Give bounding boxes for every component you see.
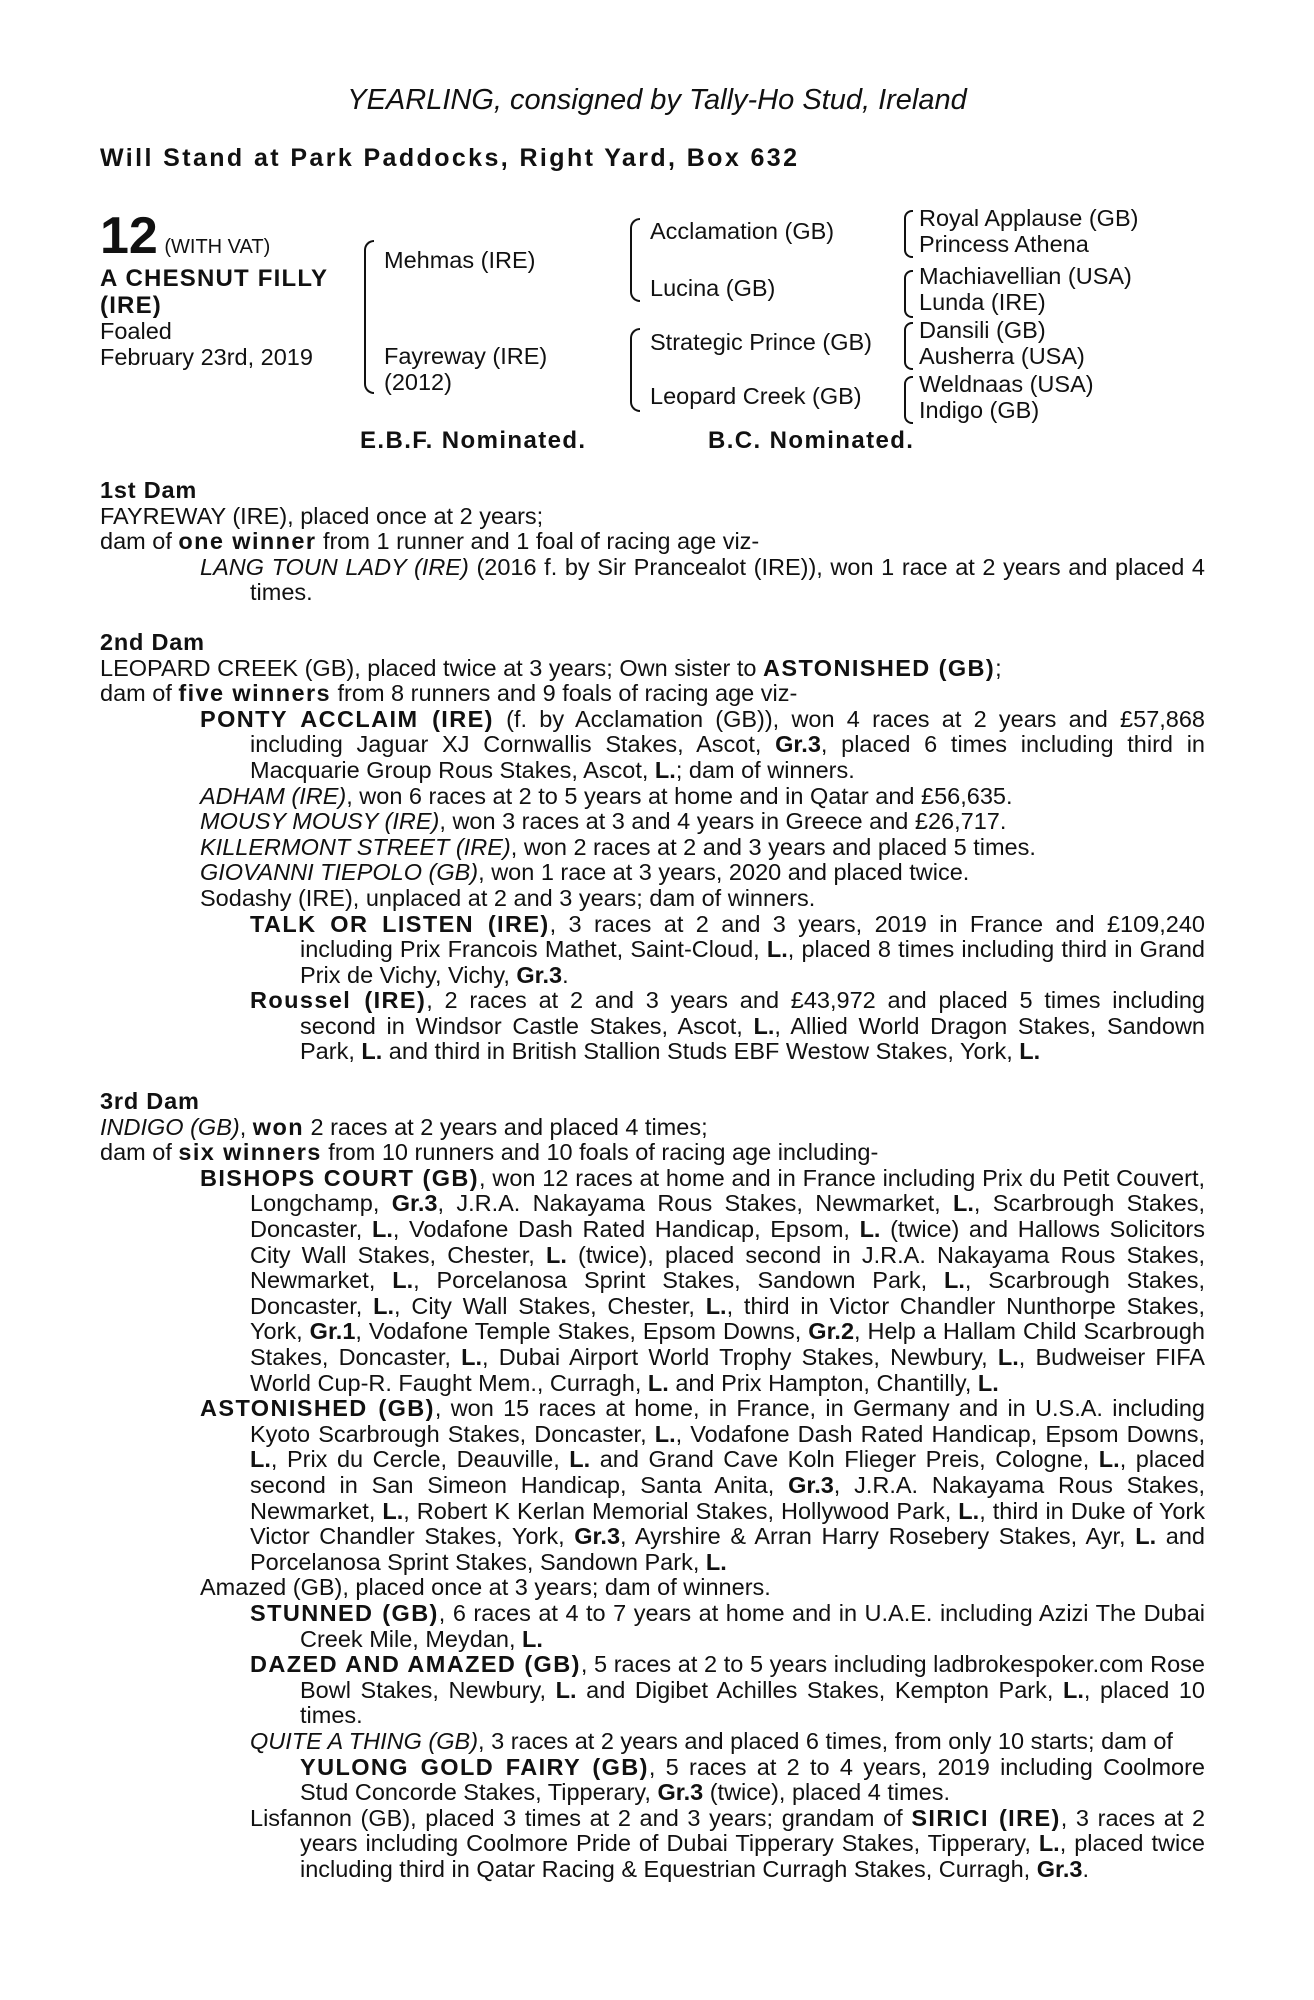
- ebf-nominated: E.B.F. Nominated.: [360, 427, 587, 454]
- grand-4: Lunda (IRE): [919, 289, 1046, 315]
- first-dam-produce: dam of one winner from 1 runner and 1 foal of racing age viz-: [100, 528, 760, 555]
- produce-entry: LANG TOUN LADY (IRE) (2016 f. by Sir Prancealot (IRE)), won 1 race at 2 years and placed 4 times.: [200, 553, 1205, 606]
- grand-2: Princess Athena: [919, 231, 1089, 257]
- second-dam-produce: dam of five winners from 8 runners and 9 foals of racing age viz-: [100, 680, 798, 707]
- sire-dam-brace: [364, 240, 374, 394]
- third-dam-produce: dam of six winners from 10 runners and 10 foals of racing age including-: [100, 1139, 879, 1166]
- dam-line-brace: [630, 328, 640, 412]
- grand-7: Weldnaas (USA): [919, 371, 1094, 397]
- grand-1: Royal Applause (GB): [919, 205, 1139, 231]
- second-dam-heading: 2nd Dam: [100, 628, 205, 655]
- g-brace-4: [904, 376, 913, 424]
- produce-entry: PONTY ACCLAIM (IRE) (f. by Acclamation (GB)), won 4 races at 2 years and £57,868 including Jaguar XJ Cornwallis Stakes, Ascot, Gr.3, placed 6 times including third in Macquarie Group Rous Stakes, Ascot, L.; dam of winners.: [200, 705, 1206, 783]
- lot-description-country: (IRE): [100, 292, 162, 319]
- produce-entry: ASTONISHED (GB), won 15 races at home, in France, in Germany and in U.S.A. including Kyoto Scarbrough Stakes, Doncaster, L., Vodafone Dash Rated Handicap, Epsom Downs, L., Prix du Cercle, Deauville, L. and Grand Cave Koln Flieger Preis, Cologne, L., placed second in San Simeon Handicap, Santa Anita, Gr.3, J.R.A. Nakayama Rous Stakes, Newmarket, L., Robert K Kerlan Memorial Stakes, Hollywood Park, L., third in Duke of York Victor Chandler Stakes, York, Gr.3, Ayrshire & Arran Harry Rosebery Stakes, Ayr, L. and Porcelanosa Sprint Stakes, Sandown Park, L.: [200, 1395, 1206, 1575]
- dam-year: (2012): [384, 369, 452, 395]
- vat-label: (WITH VAT): [164, 236, 271, 258]
- sire-sire: Acclamation (GB): [650, 218, 835, 244]
- lot-number-row: [100, 207, 370, 265]
- grand-3: Machiavellian (USA): [919, 263, 1132, 289]
- produce-entry: YULONG GOLD FAIRY (GB), 5 races at 2 to 4 years, 2019 including Coolmore Stud Concorde Stakes, Tipperary, Gr.3 (twice), placed 4 times.: [300, 1753, 1205, 1806]
- lot-description: A CHESNUT FILLY: [100, 265, 329, 292]
- produce-entry: BISHOPS COURT (GB), won 12 races at home and in France including Prix du Petit Couvert, Longchamp, Gr.3, J.R.A. Nakayama Rous Stakes, Newmarket, L., Scarbrough Stakes, Doncaster, L., Vodafone Dash Rated Handicap, Epsom, L. (twice) and Hallows Solicitors City Wall Stakes, Chester, L. (twice), placed second in J.R.A. Nakayama Rous Stakes, Newmarket, L., Porcelanosa Sprint Stakes, Sandown Park, L., Scarbrough Stakes, Doncaster, L., City Wall Stakes, Chester, L., third in Victor Chandler Nunthorpe Stakes, York, Gr.1, Vodafone Temple Stakes, Epsom Downs, Gr.2, Help a Hallam Child Scarbrough Stakes, Doncaster, L., Dubai Airport World Trophy Stakes, Newbury, L., Budweiser FIFA World Cup-R. Faught Mem., Curragh, L. and Prix Hampton, Chantilly, L.: [200, 1164, 1206, 1396]
- produce-entry: GIOVANNI TIEPOLO (GB), won 1 race at 3 years, 2020 and placed twice.: [200, 859, 970, 886]
- dam-sire: Strategic Prince (GB): [650, 329, 873, 355]
- bc-nominated: B.C. Nominated.: [708, 427, 915, 454]
- foaled-date: February 23rd, 2019: [100, 343, 313, 370]
- produce-entry: Amazed (GB), placed once at 3 years; dam of winners.: [200, 1574, 771, 1601]
- lot-number: 12: [100, 207, 158, 265]
- dam-dam: Leopard Creek (GB): [650, 383, 862, 409]
- page-title: YEARLING, consigned by Tally-Ho Stud, Ireland: [347, 84, 967, 116]
- produce-entry: QUITE A THING (GB), 3 races at 2 years and placed 6 times, from only 10 starts; dam of: [250, 1727, 1173, 1754]
- produce-entry: STUNNED (GB), 6 races at 4 to 7 years at home and in U.A.E. including Azizi The Dubai Creek Mile, Meydan, L.: [250, 1599, 1205, 1652]
- sire: Mehmas (IRE): [384, 247, 536, 273]
- produce-entry: Roussel (IRE), 2 races at 2 and 3 years and £43,972 and placed 5 times including second in Windsor Castle Stakes, Ascot, L., Allied World Dragon Stakes, Sandown Park, L. and third in British Stallion Studs EBF Westow Stakes, York, L.: [250, 987, 1205, 1065]
- third-dam-heading: 3rd Dam: [100, 1088, 200, 1115]
- produce-entry: DAZED AND AMAZED (GB), 5 races at 2 to 5 years including ladbrokespoker.com Rose Bowl Stakes, Newbury, L. and Digibet Achilles Stakes, Kempton Park, L., placed 10 times.: [250, 1651, 1205, 1729]
- grand-5: Dansili (GB): [919, 317, 1046, 343]
- produce-entry: Sodashy (IRE), unplaced at 2 and 3 years; dam of winners.: [200, 884, 816, 911]
- produce-entry: KILLERMONT STREET (IRE), won 2 races at 2 and 3 years and placed 5 times.: [200, 833, 1036, 860]
- g-brace-3: [904, 322, 913, 370]
- sire-dam: Lucina (GB): [650, 275, 776, 301]
- grand-6: Ausherra (USA): [919, 343, 1085, 369]
- first-dam-line: FAYREWAY (IRE), placed once at 2 years;: [100, 502, 544, 529]
- grand-8: Indigo (GB): [919, 397, 1040, 423]
- lot-info: [100, 207, 370, 370]
- catalogue-body: [100, 478, 1205, 1882]
- produce-entry: TALK OR LISTEN (IRE), 3 races at 2 and 3 years, 2019 in France and £109,240 including Prix Francois Mathet, Saint-Cloud, L., placed 8 times including third in Grand Prix de Vichy, Vichy, Gr.3.: [250, 910, 1205, 988]
- third-dam-line: INDIGO (GB), won 2 races at 2 years and placed 4 times;: [100, 1113, 708, 1140]
- first-dam-heading: 1st Dam: [100, 477, 198, 503]
- produce-entry: MOUSY MOUSY (IRE), won 3 races at 3 and 4 years in Greece and £26,717.: [200, 808, 1007, 835]
- g-brace-2: [904, 270, 913, 318]
- foaled-label: Foaled: [100, 318, 172, 344]
- produce-entry: ADHAM (IRE), won 6 races at 2 to 5 years at home and in Qatar and £56,635.: [200, 782, 1013, 809]
- g-brace-1: [904, 210, 913, 258]
- location-line: Will Stand at Park Paddocks, Right Yard, Box 632: [100, 144, 800, 172]
- dam: Fayreway (IRE): [384, 343, 548, 369]
- sire-line-brace: [630, 218, 640, 302]
- second-dam-line: LEOPARD CREEK (GB), placed twice at 3 years; Own sister to ASTONISHED (GB);: [100, 654, 1002, 681]
- produce-entry: Lisfannon (GB), placed 3 times at 2 and 3 years; grandam of SIRICI (IRE), 3 races at 2 years including Coolmore Pride of Dubai Tipperary Stakes, Tipperary, L., placed twice including third in Qatar Racing & Equestrian Curragh Stakes, Curragh, Gr.3.: [250, 1804, 1206, 1882]
